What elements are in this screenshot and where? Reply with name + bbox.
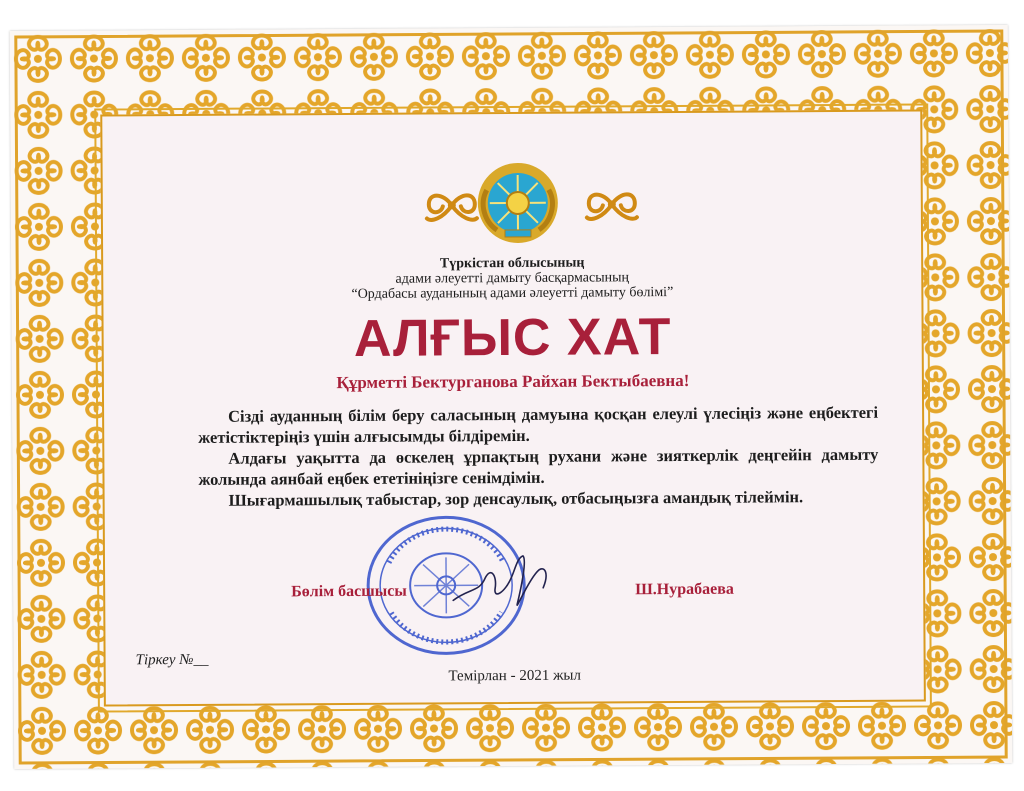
place-and-year: Темірлан - 2021 жыл (448, 667, 582, 685)
certificate-text (198, 402, 879, 511)
signer-title: Бөлім басшысы (291, 582, 407, 601)
recipient-salutation: Құрметті Бектурганова Райхан Бектыбаевна! (336, 370, 690, 393)
certificate-title: АЛҒЫС ХАТ (353, 308, 672, 368)
organization-department: адами әлеуетті дамыту басқармасының (395, 270, 630, 287)
organization-region: Түркістан облысының (439, 255, 585, 272)
signer-name: Ш.Нурабаева (635, 580, 734, 599)
certificate-body (100, 109, 926, 706)
paragraph-wishes: Шығармашылық табыстар, зор денсаулық, отбасыңызға амандық тілеймін. (228, 487, 804, 510)
paragraph-gratitude: Сізді ауданның білім беру саласының дамуына қосқан елеулі үлесіңіз және еңбектегі жетістіктеріңіз үшін алғысымды білдіремін. (198, 402, 879, 447)
paragraph-confidence: Алдағы уақытта да өскелең ұрпақтың рухани және зияткерлік деңгейін дамыту жолында аянбай еңбек ететініңізге сенімдімін. (198, 444, 879, 489)
certificate-sheet (10, 25, 1012, 769)
registration-number: Тіркеу №__ (135, 651, 209, 669)
organization-unit: “Ордабасы ауданының адами әлеуетті дамыту бөлімі” (351, 285, 674, 302)
kazakh-ornament-icon (581, 183, 643, 225)
kazakh-ornament-icon (421, 184, 483, 226)
kazakhstan-state-emblem-icon (475, 160, 562, 247)
handwritten-signature (445, 548, 555, 619)
